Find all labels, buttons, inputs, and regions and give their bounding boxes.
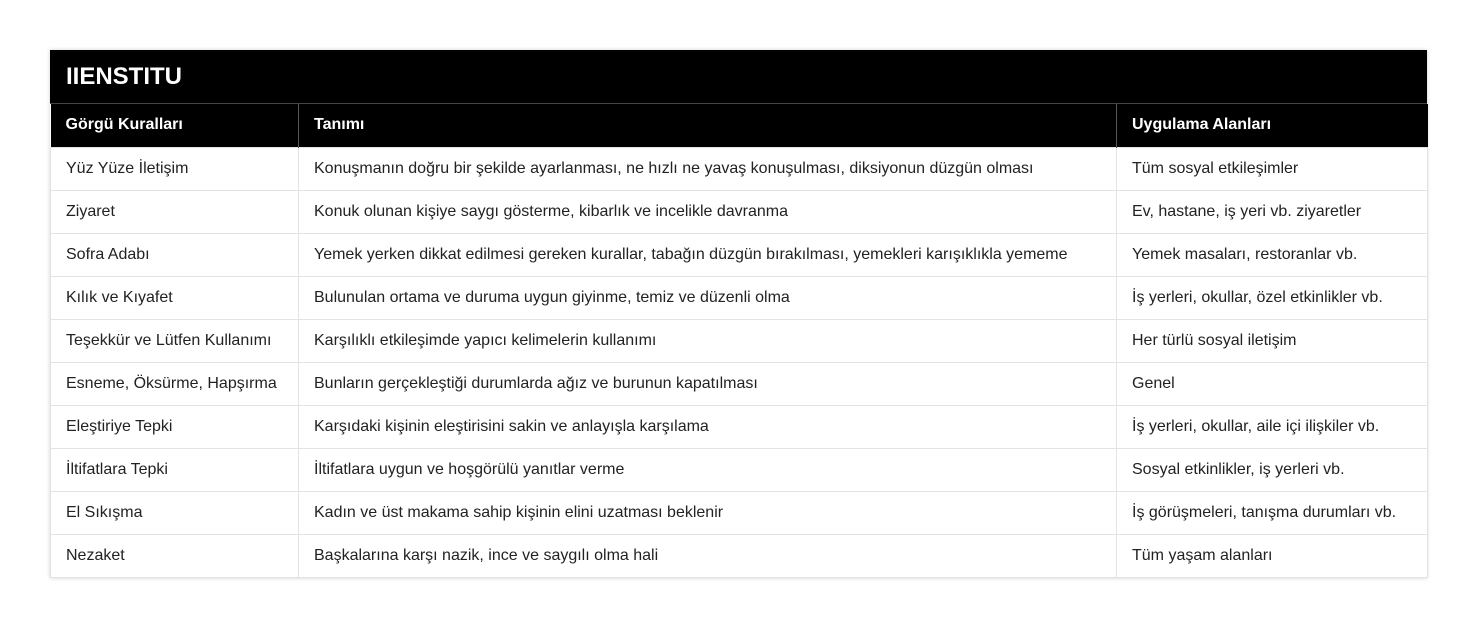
cell-rule: Kılık ve Kıyafet	[51, 276, 299, 319]
cell-rule: Ziyaret	[51, 190, 299, 233]
etiquette-table-card	[50, 50, 1427, 578]
column-header-application-areas: Uygulama Alanları	[1117, 104, 1428, 147]
cell-definition: Bunların gerçekleştiği durumlarda ağız ve burunun kapatılması	[299, 362, 1117, 405]
table-title: IIENSTITU	[50, 50, 1427, 104]
cell-definition: Konuk olunan kişiye saygı gösterme, kibarlık ve incelikle davranma	[299, 190, 1117, 233]
cell-rule: Teşekkür ve Lütfen Kullanımı	[51, 319, 299, 362]
cell-rule: Eleştiriye Tepki	[51, 405, 299, 448]
table-row	[51, 405, 1428, 448]
cell-application-area: Sosyal etkinlikler, iş yerleri vb.	[1117, 448, 1428, 491]
etiquette-table	[50, 104, 1428, 578]
cell-rule: Nezaket	[51, 534, 299, 577]
table-row	[51, 448, 1428, 491]
cell-application-area: İş görüşmeleri, tanışma durumları vb.	[1117, 491, 1428, 534]
cell-rule: El Sıkışma	[51, 491, 299, 534]
cell-definition: Karşılıklı etkileşimde yapıcı kelimelerin kullanımı	[299, 319, 1117, 362]
cell-application-area: İş yerleri, okullar, aile içi ilişkiler vb.	[1117, 405, 1428, 448]
cell-rule: Yüz Yüze İletişim	[51, 147, 299, 190]
cell-application-area: Her türlü sosyal iletişim	[1117, 319, 1428, 362]
column-header-rule: Görgü Kuralları	[51, 104, 299, 147]
cell-definition: İltifatlara uygun ve hoşgörülü yanıtlar verme	[299, 448, 1117, 491]
cell-rule: Esneme, Öksürme, Hapşırma	[51, 362, 299, 405]
cell-application-area: İş yerleri, okullar, özel etkinlikler vb.	[1117, 276, 1428, 319]
cell-definition: Başkalarına karşı nazik, ince ve saygılı olma hali	[299, 534, 1117, 577]
cell-rule: İltifatlara Tepki	[51, 448, 299, 491]
table-row	[51, 233, 1428, 276]
cell-definition: Yemek yerken dikkat edilmesi gereken kurallar, tabağın düzgün bırakılması, yemekleri karışıklıkla yememe	[299, 233, 1117, 276]
cell-application-area: Tüm yaşam alanları	[1117, 534, 1428, 577]
table-row	[51, 491, 1428, 534]
cell-application-area: Yemek masaları, restoranlar vb.	[1117, 233, 1428, 276]
cell-definition: Karşıdaki kişinin eleştirisini sakin ve anlayışla karşılama	[299, 405, 1117, 448]
table-row	[51, 147, 1428, 190]
table-row	[51, 276, 1428, 319]
column-header-definition: Tanımı	[299, 104, 1117, 147]
table-row	[51, 190, 1428, 233]
cell-definition: Kadın ve üst makama sahip kişinin elini uzatması beklenir	[299, 491, 1117, 534]
header-row	[51, 104, 1428, 147]
cell-rule: Sofra Adabı	[51, 233, 299, 276]
table-row	[51, 319, 1428, 362]
cell-definition: Konuşmanın doğru bir şekilde ayarlanması, ne hızlı ne yavaş konuşulması, diksiyonun düzgün olması	[299, 147, 1117, 190]
cell-definition: Bulunulan ortama ve duruma uygun giyinme, temiz ve düzenli olma	[299, 276, 1117, 319]
table-row	[51, 362, 1428, 405]
cell-application-area: Genel	[1117, 362, 1428, 405]
table-row	[51, 534, 1428, 577]
cell-application-area: Ev, hastane, iş yeri vb. ziyaretler	[1117, 190, 1428, 233]
cell-application-area: Tüm sosyal etkileşimler	[1117, 147, 1428, 190]
